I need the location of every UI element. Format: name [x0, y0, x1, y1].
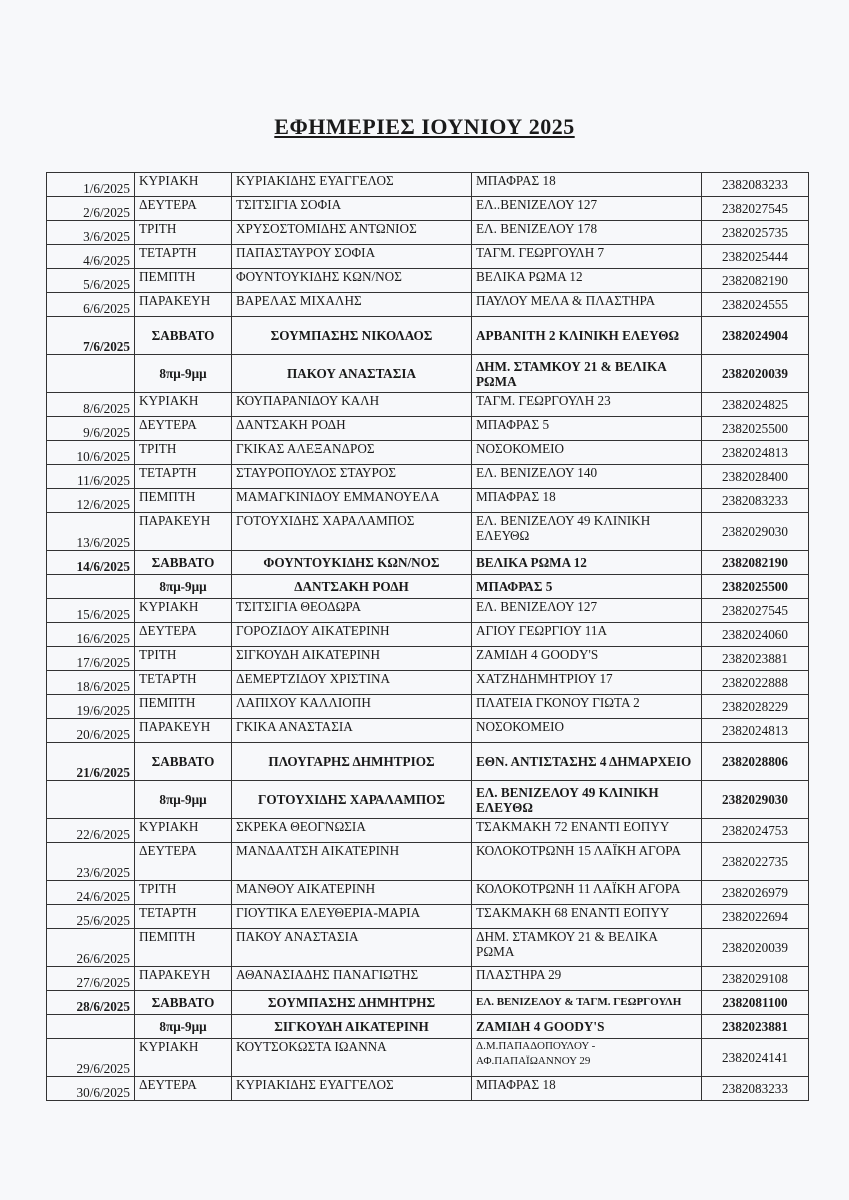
pharmacist-name-cell: ΠΑΚΟΥ ΑΝΑΣΤΑΣΙΑ	[232, 355, 472, 393]
address-cell: ΔΗΜ. ΣΤΑΜΚΟΥ 21 & ΒΕΛΙΚΑ ΡΩΜΑ	[472, 355, 702, 393]
phone-cell: 2382028400	[702, 465, 809, 489]
table-row	[47, 599, 809, 623]
address-cell: ΜΠΑΦΡΑΣ 5	[472, 417, 702, 441]
date-cell: 28/6/2025	[47, 991, 135, 1015]
address-cell: ΠΛΑΤΕΙΑ ΓΚΟΝΟΥ ΓΙΩΤΑ 2	[472, 695, 702, 719]
day-cell: ΠΑΡΑΚΕΥΗ	[135, 293, 232, 317]
pharmacist-name-cell: ΑΘΑΝΑΣΙΑΔΗΣ ΠΑΝΑΓΙΩΤΗΣ	[232, 967, 472, 991]
phone-cell: 2382028229	[702, 695, 809, 719]
pharmacist-name-cell: ΠΑΚΟΥ ΑΝΑΣΤΑΣΙΑ	[232, 929, 472, 967]
address-cell: ΒΕΛΙΚΑ ΡΩΜΑ 12	[472, 269, 702, 293]
pharmacist-name-cell: ΔΑΝΤΣΑΚΗ ΡΟΔΗ	[232, 417, 472, 441]
table-row	[47, 623, 809, 647]
address-cell: ΔΗΜ. ΣΤΑΜΚΟΥ 21 & ΒΕΛΙΚΑ ΡΩΜΑ	[472, 929, 702, 967]
phone-cell: 2382025735	[702, 221, 809, 245]
day-cell: ΤΡΙΤΗ	[135, 647, 232, 671]
phone-cell: 2382024141	[702, 1039, 809, 1077]
phone-cell: 2382028806	[702, 743, 809, 781]
date-cell: 15/6/2025	[47, 599, 135, 623]
phone-cell: 2382024825	[702, 393, 809, 417]
day-cell: ΤΕΤΑΡΤΗ	[135, 905, 232, 929]
address-cell: ΜΠΑΦΡΑΣ 5	[472, 575, 702, 599]
phone-cell: 2382022735	[702, 843, 809, 881]
day-cell: 8πμ-9μμ	[135, 1015, 232, 1039]
pharmacist-name-cell: ΤΣΙΤΣΙΓΙΑ ΘΕΟΔΩΡΑ	[232, 599, 472, 623]
table-row	[47, 489, 809, 513]
table-row	[47, 441, 809, 465]
table-row	[47, 393, 809, 417]
date-cell: 11/6/2025	[47, 465, 135, 489]
pharmacist-name-cell: ΣΚΡΕΚΑ ΘΕΟΓΝΩΣΙΑ	[232, 819, 472, 843]
phone-cell: 2382023881	[702, 647, 809, 671]
date-cell: 26/6/2025	[47, 929, 135, 967]
phone-cell: 2382029030	[702, 513, 809, 551]
day-cell: ΚΥΡΙΑΚΗ	[135, 393, 232, 417]
address-cell: ΕΛ. ΒΕΝΙΖΕΛΟΥ 178	[472, 221, 702, 245]
phone-cell: 2382024555	[702, 293, 809, 317]
phone-cell: 2382024813	[702, 719, 809, 743]
phone-cell: 2382026979	[702, 881, 809, 905]
day-cell: ΤΕΤΑΡΤΗ	[135, 465, 232, 489]
table-row	[47, 513, 809, 551]
pharmacist-name-cell: ΚΟΥΠΑΡΑΝΙΔΟΥ ΚΑΛΗ	[232, 393, 472, 417]
date-cell: 25/6/2025	[47, 905, 135, 929]
date-cell: 2/6/2025	[47, 197, 135, 221]
table-row	[47, 905, 809, 929]
pharmacist-name-cell: ΠΛΟΥΓΑΡΗΣ ΔΗΜΗΤΡΙΟΣ	[232, 743, 472, 781]
pharmacist-name-cell: ΧΡΥΣΟΣΤΟΜΙΔΗΣ ΑΝΤΩΝΙΟΣ	[232, 221, 472, 245]
day-cell: ΠΕΜΠΤΗ	[135, 929, 232, 967]
address-cell: ΖΑΜΙΔΗ 4 GOODY'S	[472, 1015, 702, 1039]
table-row	[47, 819, 809, 843]
address-cell: ΝΟΣΟΚΟΜΕΙΟ	[472, 441, 702, 465]
address-cell: ΕΘΝ. ΑΝΤΙΣΤΑΣΗΣ 4 ΔΗΜΑΡΧΕΙΟ	[472, 743, 702, 781]
pharmacist-name-cell: ΤΣΙΤΣΙΓΙΑ ΣΟΦΙΑ	[232, 197, 472, 221]
pharmacist-name-cell: ΓΟΤΟΥΧΙΔΗΣ ΧΑΡΑΛΑΜΠΟΣ	[232, 781, 472, 819]
phone-cell: 2382023881	[702, 1015, 809, 1039]
pharmacist-name-cell: ΦΟΥΝΤΟΥΚΙΔΗΣ ΚΩΝ/ΝΟΣ	[232, 269, 472, 293]
date-cell: 1/6/2025	[47, 173, 135, 197]
table-row	[47, 293, 809, 317]
date-cell: 29/6/2025	[47, 1039, 135, 1077]
pharmacist-name-cell: ΔΕΜΕΡΤΖΙΔΟΥ ΧΡΙΣΤΙΝΑ	[232, 671, 472, 695]
date-cell: 20/6/2025	[47, 719, 135, 743]
day-cell: ΔΕΥΤΕΡΑ	[135, 1077, 232, 1101]
date-cell: 3/6/2025	[47, 221, 135, 245]
phone-cell: 2382020039	[702, 355, 809, 393]
date-cell: 16/6/2025	[47, 623, 135, 647]
table-row	[47, 695, 809, 719]
day-cell: ΠΕΜΠΤΗ	[135, 269, 232, 293]
date-cell: 7/6/2025	[47, 317, 135, 355]
day-cell: ΚΥΡΙΑΚΗ	[135, 173, 232, 197]
date-cell	[47, 781, 135, 819]
table-row	[47, 671, 809, 695]
day-cell: ΠΑΡΑΚΕΥΗ	[135, 719, 232, 743]
address-cell: ΜΠΑΦΡΑΣ 18	[472, 489, 702, 513]
day-cell: ΤΡΙΤΗ	[135, 441, 232, 465]
table-row	[47, 967, 809, 991]
phone-cell: 2382081100	[702, 991, 809, 1015]
phone-cell: 2382024060	[702, 623, 809, 647]
date-cell: 19/6/2025	[47, 695, 135, 719]
pharmacist-name-cell: ΠΑΠΑΣΤΑΥΡΟΥ ΣΟΦΙΑ	[232, 245, 472, 269]
table-row	[47, 1039, 809, 1077]
duty-schedule-table	[46, 172, 809, 1101]
pharmacist-name-cell: ΜΑΜΑΓΚΙΝΙΔΟΥ ΕΜΜΑΝΟΥΕΛΑ	[232, 489, 472, 513]
address-cell: ΤΣΑΚΜΑΚΗ 68 ΕΝΑΝΤΙ ΕΟΠΥΥ	[472, 905, 702, 929]
day-cell: ΠΑΡΑΚΕΥΗ	[135, 513, 232, 551]
date-cell: 6/6/2025	[47, 293, 135, 317]
table-row	[47, 173, 809, 197]
address-cell: ΤΣΑΚΜΑΚΗ 72 ΕΝΑΝΤΙ ΕΟΠΥΥ	[472, 819, 702, 843]
date-cell: 10/6/2025	[47, 441, 135, 465]
phone-cell: 2382082190	[702, 551, 809, 575]
phone-cell: 2382082190	[702, 269, 809, 293]
day-cell: ΔΕΥΤΕΡΑ	[135, 623, 232, 647]
pharmacist-name-cell: ΦΟΥΝΤΟΥΚΙΔΗΣ ΚΩΝ/ΝΟΣ	[232, 551, 472, 575]
table-row	[47, 355, 809, 393]
phone-cell: 2382022694	[702, 905, 809, 929]
address-cell: ΚΟΛΟΚΟΤΡΩΝΗ 11 ΛΑΪΚΗ ΑΓΟΡΑ	[472, 881, 702, 905]
pharmacist-name-cell: ΓΚΙΚΑ ΑΝΑΣΤΑΣΙΑ	[232, 719, 472, 743]
pharmacist-name-cell: ΓΟΡΟΖΙΔΟΥ ΑΙΚΑΤΕΡΙΝΗ	[232, 623, 472, 647]
day-cell: ΚΥΡΙΑΚΗ	[135, 599, 232, 623]
day-cell: ΣΑΒΒΑΤΟ	[135, 743, 232, 781]
phone-cell: 2382024904	[702, 317, 809, 355]
address-cell: ΜΠΑΦΡΑΣ 18	[472, 173, 702, 197]
table-row	[47, 269, 809, 293]
table-row	[47, 647, 809, 671]
date-cell: 18/6/2025	[47, 671, 135, 695]
pharmacist-name-cell: ΣΟΥΜΠΑΣΗΣ ΝΙΚΟΛΑΟΣ	[232, 317, 472, 355]
day-cell: ΔΕΥΤΕΡΑ	[135, 417, 232, 441]
pharmacist-name-cell: ΚΟΥΤΣΟΚΩΣΤΑ ΙΩΑΝΝΑ	[232, 1039, 472, 1077]
day-cell: ΣΑΒΒΑΤΟ	[135, 551, 232, 575]
day-cell: ΣΑΒΒΑΤΟ	[135, 991, 232, 1015]
pharmacist-name-cell: ΜΑΝΔΑΛΤΣΗ ΑΙΚΑΤΕΡΙΝΗ	[232, 843, 472, 881]
phone-cell: 2382024813	[702, 441, 809, 465]
address-cell: ΧΑΤΖΗΔΗΜΗΤΡΙΟΥ 17	[472, 671, 702, 695]
table-row	[47, 465, 809, 489]
date-cell	[47, 355, 135, 393]
address-cell: ΕΛ..ΒΕΝΙΖΕΛΟΥ 127	[472, 197, 702, 221]
phone-cell: 2382027545	[702, 599, 809, 623]
table-row	[47, 781, 809, 819]
phone-cell: 2382025500	[702, 417, 809, 441]
date-cell: 21/6/2025	[47, 743, 135, 781]
address-cell: ΤΑΓΜ. ΓΕΩΡΓΟΥΛΗ 7	[472, 245, 702, 269]
date-cell: 22/6/2025	[47, 819, 135, 843]
phone-cell: 2382020039	[702, 929, 809, 967]
day-cell: 8πμ-9μμ	[135, 575, 232, 599]
phone-cell: 2382083233	[702, 173, 809, 197]
date-cell: 5/6/2025	[47, 269, 135, 293]
pharmacist-name-cell: ΛΑΠΙΧΟΥ ΚΑΛΛΙΟΠΗ	[232, 695, 472, 719]
phone-cell: 2382024753	[702, 819, 809, 843]
pharmacist-name-cell: ΣΙΓΚΟΥΔΗ ΑΙΚΑΤΕΡΙΝΗ	[232, 647, 472, 671]
pharmacist-name-cell: ΓΙΟΥΤΙΚΑ ΕΛΕΥΘΕΡΙΑ-ΜΑΡΙΑ	[232, 905, 472, 929]
address-cell: ΚΟΛΟΚΟΤΡΩΝΗ 15 ΛΑΪΚΗ ΑΓΟΡΑ	[472, 843, 702, 881]
date-cell: 23/6/2025	[47, 843, 135, 881]
phone-cell: 2382029108	[702, 967, 809, 991]
address-cell: ΠΑΥΛΟΥ ΜΕΛΑ & ΠΛΑΣΤΗΡΑ	[472, 293, 702, 317]
address-cell: Δ.Μ.ΠΑΠΑΔΟΠΟΥΛΟΥ - ΑΦ.ΠΑΠΑΪΩΑΝΝΟΥ 29	[472, 1039, 702, 1077]
pharmacist-name-cell: ΔΑΝΤΣΑΚΗ ΡΟΔΗ	[232, 575, 472, 599]
address-cell: ΕΛ. ΒΕΝΙΖΕΛΟΥ 49 ΚΛΙΝΙΚΗ ΕΛΕΥΘΩ	[472, 513, 702, 551]
table-row	[47, 929, 809, 967]
pharmacist-name-cell: ΓΚΙΚΑΣ ΑΛΕΞΑΝΔΡΟΣ	[232, 441, 472, 465]
date-cell: 24/6/2025	[47, 881, 135, 905]
pharmacist-name-cell: ΣΟΥΜΠΑΣΗΣ ΔΗΜΗΤΡΗΣ	[232, 991, 472, 1015]
day-cell: ΔΕΥΤΕΡΑ	[135, 843, 232, 881]
pharmacist-name-cell: ΜΑΝΘΟΥ ΑΙΚΑΤΕΡΙΝΗ	[232, 881, 472, 905]
pharmacist-name-cell: ΚΥΡΙΑΚΙΔΗΣ ΕΥΑΓΓΕΛΟΣ	[232, 1077, 472, 1101]
date-cell: 30/6/2025	[47, 1077, 135, 1101]
day-cell: ΤΡΙΤΗ	[135, 881, 232, 905]
date-cell: 9/6/2025	[47, 417, 135, 441]
address-cell: ΕΛ. ΒΕΝΙΖΕΛΟΥ 127	[472, 599, 702, 623]
date-cell: 13/6/2025	[47, 513, 135, 551]
address-cell: ΤΑΓΜ. ΓΕΩΡΓΟΥΛΗ 23	[472, 393, 702, 417]
day-cell: ΠΑΡΑΚΕΥΗ	[135, 967, 232, 991]
day-cell: 8πμ-9μμ	[135, 355, 232, 393]
table-row	[47, 843, 809, 881]
phone-cell: 2382025500	[702, 575, 809, 599]
pharmacist-name-cell: ΓΟΤΟΥΧΙΔΗΣ ΧΑΡΑΛΑΜΠΟΣ	[232, 513, 472, 551]
phone-cell: 2382029030	[702, 781, 809, 819]
table-row	[47, 317, 809, 355]
page-title: ΕΦΗΜΕΡΙΕΣ ΙΟΥΝΙΟΥ 2025	[274, 114, 575, 139]
day-cell: ΣΑΒΒΑΤΟ	[135, 317, 232, 355]
date-cell: 12/6/2025	[47, 489, 135, 513]
day-cell: ΠΕΜΠΤΗ	[135, 695, 232, 719]
phone-cell: 2382083233	[702, 489, 809, 513]
pharmacist-name-cell: ΣΤΑΥΡΟΠΟΥΛΟΣ ΣΤΑΥΡΟΣ	[232, 465, 472, 489]
address-cell: ΝΟΣΟΚΟΜΕΙΟ	[472, 719, 702, 743]
day-cell: ΠΕΜΠΤΗ	[135, 489, 232, 513]
date-cell: 17/6/2025	[47, 647, 135, 671]
date-cell	[47, 575, 135, 599]
phone-cell: 2382083233	[702, 1077, 809, 1101]
date-cell: 14/6/2025	[47, 551, 135, 575]
pharmacist-name-cell: ΒΑΡΕΛΑΣ ΜΙΧΑΛΗΣ	[232, 293, 472, 317]
table-row	[47, 245, 809, 269]
pharmacist-name-cell: ΣΙΓΚΟΥΔΗ ΑΙΚΑΤΕΡΙΝΗ	[232, 1015, 472, 1039]
date-cell: 4/6/2025	[47, 245, 135, 269]
address-cell: ΠΛΑΣΤΗΡΑ 29	[472, 967, 702, 991]
day-cell: ΤΕΤΑΡΤΗ	[135, 671, 232, 695]
pharmacist-name-cell: ΚΥΡΙΑΚΙΔΗΣ ΕΥΑΓΓΕΛΟΣ	[232, 173, 472, 197]
day-cell: ΤΡΙΤΗ	[135, 221, 232, 245]
table-row	[47, 743, 809, 781]
day-cell: ΚΥΡΙΑΚΗ	[135, 819, 232, 843]
phone-cell: 2382022888	[702, 671, 809, 695]
address-cell: ΖΑΜΙΔΗ 4 GOODY'S	[472, 647, 702, 671]
date-cell: 27/6/2025	[47, 967, 135, 991]
day-cell: ΔΕΥΤΕΡΑ	[135, 197, 232, 221]
table-row	[47, 575, 809, 599]
table-row	[47, 197, 809, 221]
table-row	[47, 1015, 809, 1039]
table-row	[47, 417, 809, 441]
table-row	[47, 551, 809, 575]
table-row	[47, 1077, 809, 1101]
address-cell: ΑΓΙΟΥ ΓΕΩΡΓΙΟΥ 11Α	[472, 623, 702, 647]
address-cell: ΕΛ. ΒΕΝΙΖΕΛΟΥ 140	[472, 465, 702, 489]
address-cell: ΒΕΛΙΚΑ ΡΩΜΑ 12	[472, 551, 702, 575]
date-cell: 8/6/2025	[47, 393, 135, 417]
address-cell: ΑΡΒΑΝΙΤΗ 2 ΚΛΙΝΙΚΗ ΕΛΕΥΘΩ	[472, 317, 702, 355]
day-cell: ΤΕΤΑΡΤΗ	[135, 245, 232, 269]
table-row	[47, 881, 809, 905]
table-row	[47, 719, 809, 743]
duty-schedule-body	[47, 173, 809, 1101]
table-row	[47, 221, 809, 245]
address-cell: ΜΠΑΦΡΑΣ 18	[472, 1077, 702, 1101]
address-cell: ΕΛ. ΒΕΝΙΖΕΛΟΥ 49 ΚΛΙΝΙΚΗ ΕΛΕΥΘΩ	[472, 781, 702, 819]
day-cell: ΚΥΡΙΑΚΗ	[135, 1039, 232, 1077]
day-cell: 8πμ-9μμ	[135, 781, 232, 819]
phone-cell: 2382027545	[702, 197, 809, 221]
date-cell	[47, 1015, 135, 1039]
address-cell: ΕΛ. ΒΕΝΙΖΕΛΟΥ & ΤΑΓΜ. ΓΕΩΡΓΟΥΛΗ	[472, 991, 702, 1015]
table-row	[47, 991, 809, 1015]
phone-cell: 2382025444	[702, 245, 809, 269]
